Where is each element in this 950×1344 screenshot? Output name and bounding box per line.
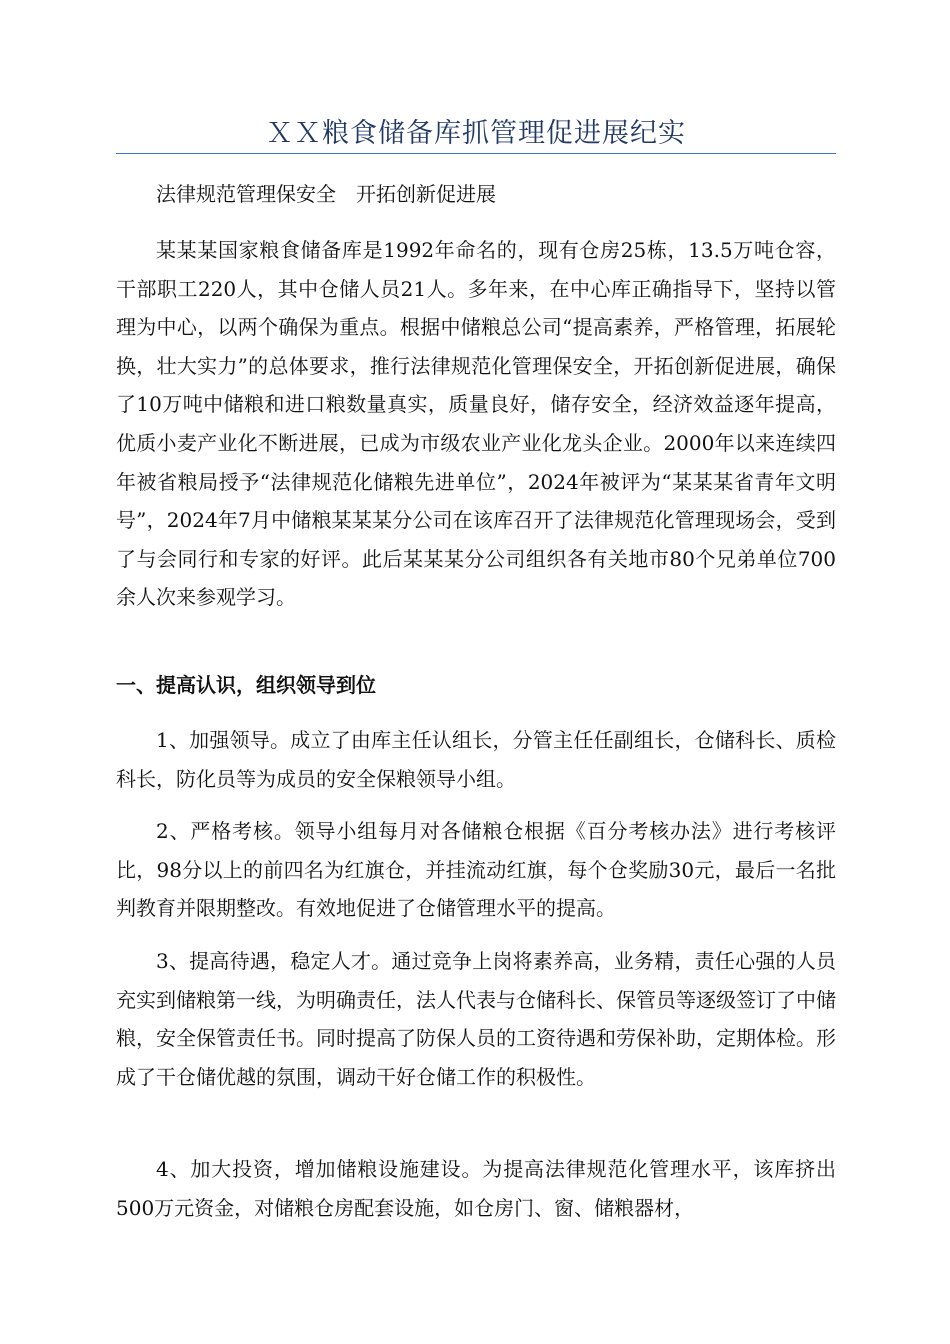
item-paragraph-2: 2、严格考核。领导小组每月对各储粮仓根据《百分考核办法》进行考核评比，98分以上的前四名为红旗仓，并挂流动红旗，每个仓奖励30元，最后一名批判教育并限期整改。有效地促进了仓储管理水平的提高。 — [116, 819, 836, 921]
intro-paragraph: 某某某国家粮食储备库是1992年命名的，现有仓房25栋，13.5万吨仓容，干部职工220人，其中仓储人员21人。多年来，在中心库正确指导下，坚持以管理为中心，以两个确保为重点。根据中储粮总公司“提高素养，严格管理，拓展轮换，壮大实力”的总体要求，推行法律规范化管理保安全，开拓创新促进展，确保了10万吨中储粮和进口粮数量真实，质量良好，储存安全，经济效益逐年提高，优质小麦产业化不断进展，已成为市级农业产业化龙头企业。2000年以来连续四年被省粮局授予“法律规范化储粮先进单位”，2024年被评为“某某某省青年文明号”，2024年7月中储粮某某某分公司在该库召开了法律规范化管理现场会，受到了与会同行和专家的好评。此后某某某分公司组织各有关地市80个兄弟单位700余人次来参观学习。 — [116, 238, 836, 610]
item-paragraph-3: 3、提高待遇，稳定人才。通过竞争上岗将素养高，业务精，责任心强的人员充实到储粮第一线，为明确责任，法人代表与仓储科长、保管员等逐级签订了中储粮，安全保管责任书。同时提高了防保人员的工资待遇和劳保补助，定期体检。形成了干仓储优越的氛围，调动干好仓储工作的积极性。 — [116, 949, 836, 1089]
document-subtitle: 法律规范管理保安全 开拓创新促进展 — [156, 182, 496, 206]
document-title: ＸＸ粮食储备库抓管理促进展纪实 — [266, 118, 686, 149]
item-paragraph-4: 4、加大投资，增加储粮设施建设。为提高法律规范化管理水平，该库挤出500万元资金，对储粮仓房配套设施，如仓房门、窗、储粮器材， — [116, 1157, 836, 1220]
item-paragraph-1: 1、加强领导。成立了由库主任认组长，分管主任任副组长，仓储科长、质检科长，防化员等为成员的安全保粮领导小组。 — [116, 728, 836, 791]
title-underline — [116, 153, 836, 154]
section-heading-1: 一、提高认识，组织领导到位 — [116, 673, 376, 697]
